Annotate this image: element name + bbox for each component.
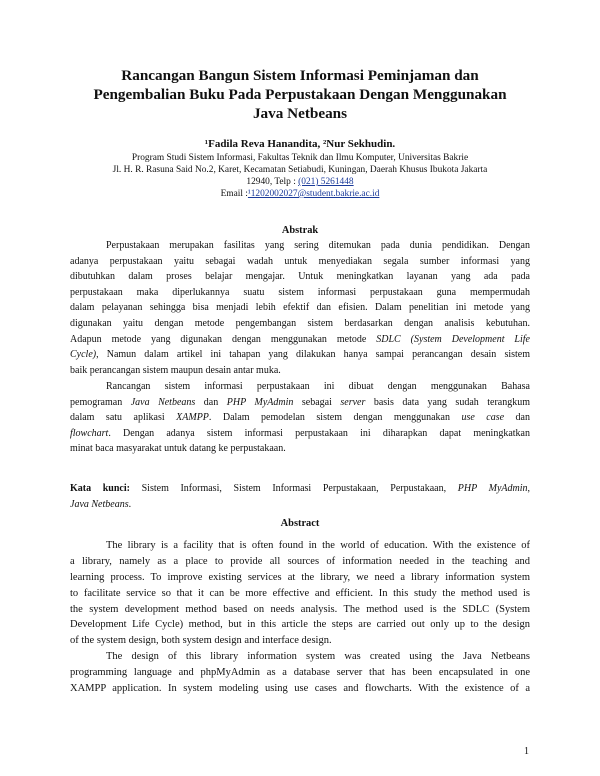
keyword-separator: ,: [527, 483, 530, 494]
text-line: adanya perpustakaan yaitu sebagai wadah untuk menyediakan segala sumber informasi yang: [70, 255, 530, 267]
text-span-italic: Java Netbeans: [130, 396, 196, 408]
text-line: dalam pelayanan sehingga bisa menjadi lebih efektif dan efisien. Dalam penelitian ini metode yang: [70, 302, 530, 314]
text-span-italic: flowchart: [70, 427, 109, 439]
keyword-italic: PHP MyAdmin: [457, 483, 528, 494]
text-span: Adapun metode yang digunakan dengan menggunakan metode: [70, 333, 377, 345]
text-line: baik perancangan sistem maupun desain antar muka.: [70, 364, 281, 376]
keyword-italic: Java Netbeans: [70, 498, 129, 510]
title-line: Rancangan Bangun Sistem Informasi Peminjaman dan: [121, 67, 479, 84]
title-line: Java Netbeans: [252, 105, 348, 122]
abstrak-paragraph-1: [70, 238, 530, 378]
text-span-italic: SDLC (System Development Life: [376, 333, 530, 345]
text-line: the system development method based on needs analysis. The method used is the SDLC (System: [70, 603, 530, 615]
abstract-paragraph-2: [70, 649, 530, 697]
abstrak-paragraph-2: [70, 379, 530, 457]
text-line: [70, 410, 530, 426]
text-span-italic: Cycle): [70, 349, 97, 361]
text-span: pemograman: [70, 396, 131, 408]
text-line: Perpustakaan merupakan fasilitas yang sering ditemukan pada dunia pendidikan. Dengan: [106, 240, 530, 251]
text-line: digunakan yaitu dengan metode pengembangan sistem berdasarkan dengan analisis kebutuhan.: [70, 317, 530, 329]
keywords: [70, 481, 530, 512]
text-line: dibutuhkan dalam proses belajar mengajar. Untuk meningkatkan layanan yang ada pada: [70, 271, 530, 283]
text-span-italic: use case: [461, 412, 505, 424]
text-line: perpustakaan maka diperlukannya suatu sistem informasi perpustakaan guna mempermudah: [70, 286, 530, 298]
keywords-text: Sistem Informasi, Sistem Informasi Perpustakaan, Perpustakaan,: [129, 483, 458, 494]
text-line: [70, 347, 530, 363]
text-line: minat baca masyarakat untuk datang ke perpustakaan.: [70, 443, 286, 455]
text-line: [70, 332, 530, 348]
text-line: of the system design, both system design and interface design.: [70, 635, 332, 647]
text-span: dan: [504, 412, 530, 424]
email-line: [40, 188, 560, 200]
text-line: Rancangan sistem informasi perpustakaan ini dibuat dengan menggunakan Bahasa: [106, 381, 530, 392]
text-span: basis data yang sudah terangkum: [365, 396, 530, 408]
abstract-paragraph-1: [70, 538, 530, 649]
text-span: dan: [195, 396, 227, 408]
text-span: , Namun dalam artikel ini tahapan yang dilakukan hanya sampai perancangan desain sistem: [96, 349, 530, 361]
text-line: [70, 395, 530, 411]
keyword-end: .: [128, 498, 132, 510]
affiliation-line: Jl. H. R. Rasuna Said No.2, Karet, Kecamatan Setiabudi, Kuningan, Daerah Khusus Ibukota Jakarta: [112, 165, 488, 175]
abstrak-heading: Abstrak: [281, 225, 319, 236]
text-line: The design of this library information system was created using the Java Netbeans: [106, 651, 530, 662]
page-number: 1: [524, 746, 529, 757]
text-span: sebagai: [293, 396, 341, 408]
title-line: Pengembalian Buku Pada Perpustakaan Dengan Menggunakan: [93, 86, 507, 103]
text-line: Development Life Cycle) method, but in this article the steps are carried out only up to the design: [70, 619, 530, 631]
text-line: a library, namely as a place to provide all sources of information needed in the teaching and: [70, 555, 530, 567]
text-line: The library is a facility that is often found in the world of education. With the existence of: [106, 540, 530, 551]
affiliation-line: [40, 176, 560, 188]
text-line: programming language and phpMyAdmin as a database server that has been encapsulated in one: [70, 666, 530, 678]
text-span: . Dengan adanya sistem informasi perpustakaan ini diharapkan dapat meningkatkan: [108, 427, 530, 439]
paper-title: [60, 66, 540, 123]
abstract-heading: Abstract: [280, 518, 320, 529]
phone-number: (021) 5261448: [298, 177, 354, 187]
text-line: XAMPP application. In system modeling using use cases and flowcharts. With the existence of a: [70, 682, 530, 694]
authors: ¹Fadila Reva Hanandita, ²Nur Sekhudin.: [204, 138, 396, 150]
text-span-italic: XAMPP: [176, 412, 209, 424]
address-tail: 12940, Telp :: [246, 177, 299, 187]
text-span-italic: server: [340, 396, 366, 408]
text-line: learning process. To improve existing services at the library, we need a library information system: [70, 571, 530, 583]
keywords-label: Kata kunci:: [70, 483, 130, 494]
email-label: Email :: [220, 189, 248, 199]
affiliation-line: Program Studi Sistem Informasi, Fakultas Teknik dan Ilmu Komputer, Universitas Bakrie: [131, 153, 469, 163]
text-span-italic: PHP MyAdmin: [226, 396, 294, 408]
text-line: [70, 426, 530, 442]
text-span: . Dalam pemodelan sistem dengan menggunakan: [208, 412, 462, 424]
email-link[interactable]: ¹1202002027@student.bakrie.ac.id: [247, 189, 380, 199]
text-line: to facilitate service so that it can be more effective and efficient. In this study the method used is: [70, 587, 530, 599]
text-line: [70, 481, 530, 497]
affiliation: [40, 152, 560, 200]
text-span: dalam satu aplikasi: [70, 412, 177, 424]
text-line: [70, 497, 530, 513]
